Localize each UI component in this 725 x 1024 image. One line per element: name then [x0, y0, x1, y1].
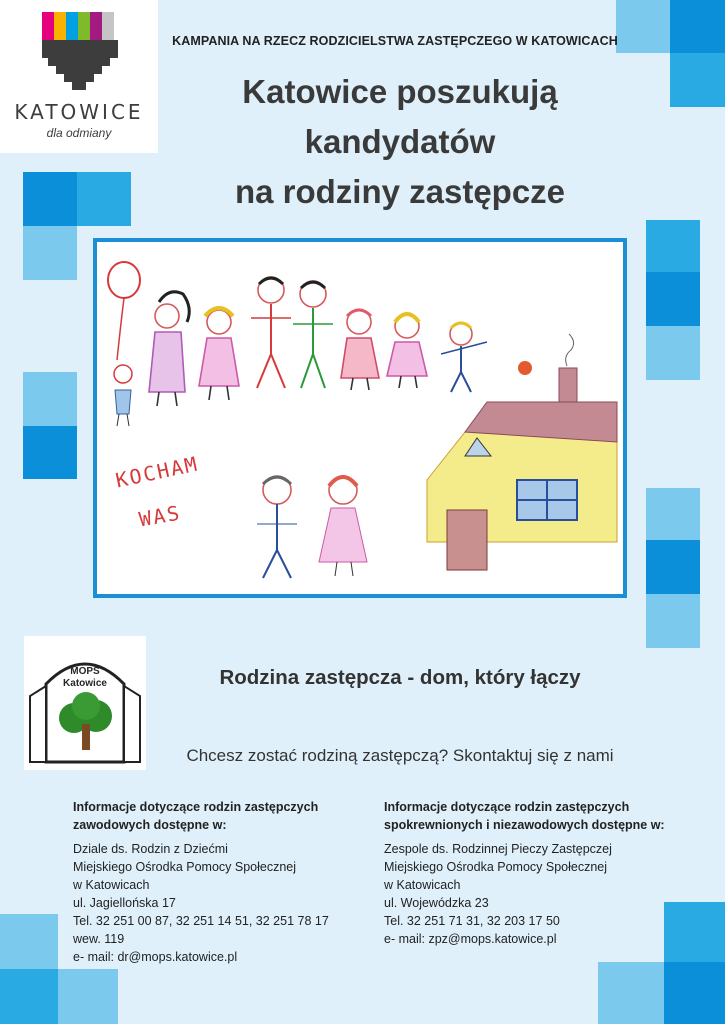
decor-square — [23, 226, 77, 280]
contact-line: Tel. 32 251 00 87, 32 251 14 51, 32 251 78 17 — [73, 914, 329, 928]
drawing-caption-kocham: KOCHAM — [113, 451, 201, 493]
call-to-action: Chcesz zostać rodziną zastępczą? Skontaktuj się z nami — [186, 746, 614, 765]
contact-right-heading — [384, 798, 684, 834]
contact-left-heading — [73, 798, 373, 834]
logo-tagline: dla odmiany — [46, 126, 112, 140]
decor-square — [598, 962, 664, 1024]
contact-left-heading-line1: Informacje dotyczące rodzin zastępczych — [73, 800, 319, 814]
mops-logo-line2: Katowice — [63, 678, 107, 689]
contact-line: ul. Wojewódzka 23 — [384, 896, 489, 910]
child-drawing — [93, 238, 627, 598]
mops-logo — [24, 636, 146, 770]
decor-square — [58, 969, 118, 1024]
contact-right — [384, 798, 684, 948]
decor-square — [646, 220, 700, 272]
headline-line-3: na rodziny zastępcze — [234, 173, 566, 210]
contact-email-link[interactable]: e- mail: zpz@mops.katowice.pl — [384, 932, 557, 946]
decor-square — [646, 540, 700, 594]
katowice-logo — [0, 0, 158, 153]
decor-square — [664, 962, 725, 1024]
contact-email-link[interactable]: e- mail: dr@mops.katowice.pl — [73, 950, 238, 964]
decor-square — [0, 914, 58, 969]
contact-line: wew. 119 — [73, 932, 125, 946]
decor-square — [646, 272, 700, 326]
campaign-title: KAMPANIA NA RZECZ RODZICIELSTWA ZASTĘPCZEGO W KATOWICACH — [172, 34, 618, 48]
slogan: Rodzina zastępcza - dom, który łączy — [219, 666, 581, 689]
decor-square — [23, 172, 77, 226]
decor-square — [77, 172, 131, 226]
contact-line: Tel. 32 251 71 31, 32 203 17 50 — [384, 914, 560, 928]
contact-line: Zespole ds. Rodzinnej Pieczy Zastępczej — [384, 842, 612, 856]
contact-right-heading-line1: Informacje dotyczące rodzin zastępczych — [384, 800, 630, 814]
katowice-heart-icon — [0, 0, 158, 100]
decor-square — [646, 594, 700, 648]
contact-left-heading-line2: zawodowych dostępne w: — [73, 818, 227, 832]
contact-right-heading-line2: spokrewnionych i niezawodowych dostępne w: — [384, 818, 665, 832]
family-drawing-image — [97, 242, 623, 594]
decor-square — [23, 372, 77, 426]
decor-square — [670, 53, 725, 107]
contact-line: Miejskiego Ośrodka Pomocy Społecznej — [384, 860, 608, 874]
logo-city-name: KATOWICE — [14, 100, 144, 124]
contact-line: w Katowicach — [384, 878, 461, 892]
contact-line: Dziale ds. Rodzin z Dziećmi — [73, 842, 228, 856]
mops-window-tree-icon — [24, 636, 146, 770]
headline-line-2: kandydatów — [304, 123, 496, 160]
decor-square — [670, 0, 725, 53]
contact-line: Miejskiego Ośrodka Pomocy Społecznej — [73, 860, 297, 874]
drawing-caption-was: WAS — [137, 500, 183, 532]
decor-square — [646, 326, 700, 380]
headline-line-1: Katowice poszukują — [242, 73, 558, 110]
decor-square — [23, 426, 77, 479]
decor-square — [646, 488, 700, 540]
contact-line: w Katowicach — [73, 878, 150, 892]
mops-logo-line1: MOPS — [70, 666, 100, 677]
contact-line: ul. Jagiellońska 17 — [73, 896, 176, 910]
decor-square — [0, 969, 58, 1024]
contact-left — [73, 798, 373, 966]
